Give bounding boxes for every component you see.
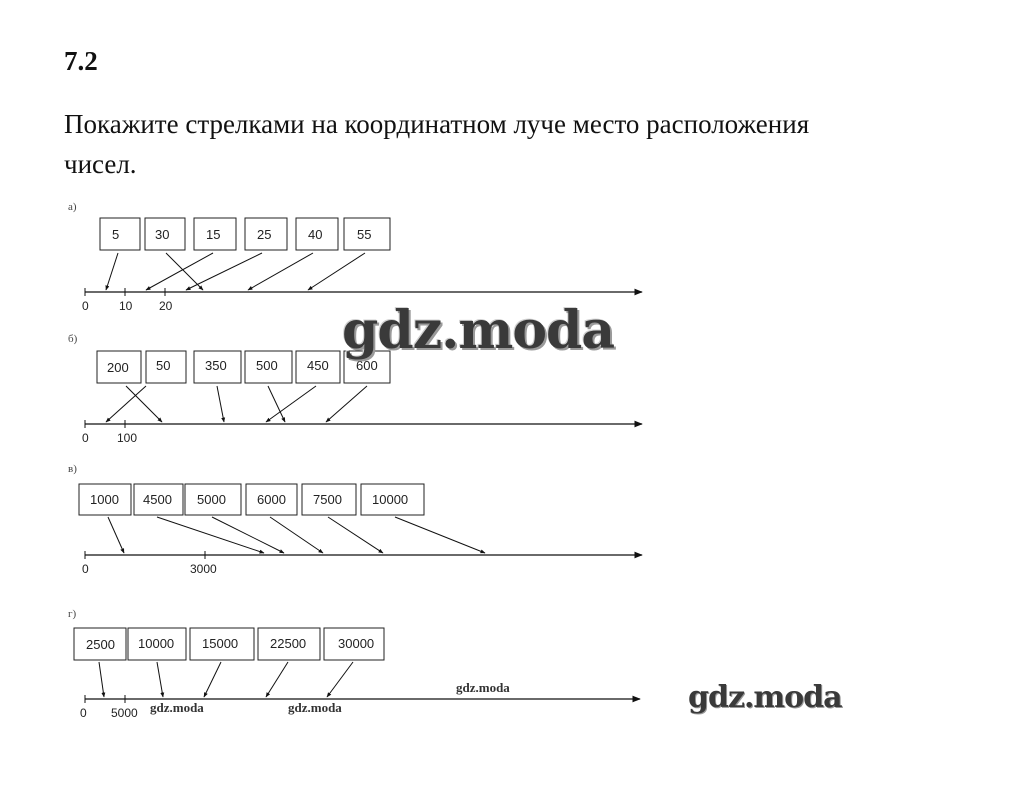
number-label: 50 (156, 358, 171, 373)
axis-label: 0 (82, 299, 89, 313)
number-box (100, 218, 140, 250)
number-box (146, 351, 186, 383)
answer-arrow (106, 253, 365, 290)
number-box (302, 484, 356, 515)
axis-label: 10 (119, 299, 133, 313)
number-box (128, 628, 186, 660)
axis-label: 3000 (190, 562, 217, 576)
axis-label: 0 (82, 562, 89, 576)
number-box (324, 628, 384, 660)
axis-label: 0 (80, 706, 87, 720)
number-label: 25 (257, 227, 272, 242)
number-label: 15000 (202, 636, 239, 651)
part-letter: в) (68, 463, 77, 475)
number-label: 450 (307, 358, 329, 373)
axis-label: 20 (159, 299, 173, 313)
number-box (344, 218, 390, 250)
number-box (97, 351, 141, 383)
task-number: 7.2 (64, 46, 98, 76)
number-label: 200 (107, 360, 129, 375)
watermark-logo: gdz.moda (688, 680, 842, 715)
number-box (296, 218, 338, 250)
number-label: 7500 (313, 492, 342, 507)
number-label: 1000 (90, 492, 119, 507)
number-label: 6000 (257, 492, 286, 507)
watermark-text: gdz.moda (288, 700, 342, 715)
number-label: 40 (308, 227, 323, 242)
number-label: 500 (256, 358, 278, 373)
number-label: 600 (356, 358, 378, 373)
number-box (134, 484, 183, 515)
watermark-text: gdz.moda (456, 680, 510, 695)
number-label: 5 (112, 227, 120, 242)
answer-arrow (99, 662, 353, 697)
part-letter: а) (68, 201, 77, 213)
number-box (74, 628, 126, 660)
number-label: 5000 (197, 492, 226, 507)
number-label: 4500 (143, 492, 172, 507)
number-box (296, 351, 340, 383)
watermark-text: gdz.moda (150, 700, 204, 715)
number-line-part-c (0, 460, 1034, 580)
number-label: 30 (155, 227, 170, 242)
number-label: 350 (205, 358, 227, 373)
axis-label: 5000 (111, 706, 138, 720)
part-letter: б) (68, 333, 78, 345)
number-label: 10000 (372, 492, 409, 507)
number-box (185, 484, 241, 515)
task-text: Покажите стрелками на координатном луче место расположения чисел. (64, 109, 810, 179)
number-label: 15 (206, 227, 221, 242)
number-box (246, 484, 297, 515)
number-box (245, 351, 292, 383)
number-box (245, 218, 287, 250)
number-box (258, 628, 320, 660)
part-letter: г) (68, 608, 77, 620)
number-box (194, 218, 236, 250)
number-box (194, 351, 241, 383)
number-label: 10000 (138, 636, 175, 651)
answer-arrow (106, 386, 367, 422)
number-label: 55 (357, 227, 372, 242)
number-label: 2500 (86, 637, 115, 652)
watermark-logo: gdz.moda (342, 300, 615, 361)
number-box (190, 628, 254, 660)
number-label: 30000 (338, 636, 375, 651)
number-box (79, 484, 131, 515)
answer-arrow (108, 517, 485, 553)
number-box (145, 218, 185, 250)
axis-label: 0 (82, 431, 89, 445)
axis-label: 100 (117, 431, 138, 445)
number-label: 22500 (270, 636, 307, 651)
number-box (361, 484, 424, 515)
